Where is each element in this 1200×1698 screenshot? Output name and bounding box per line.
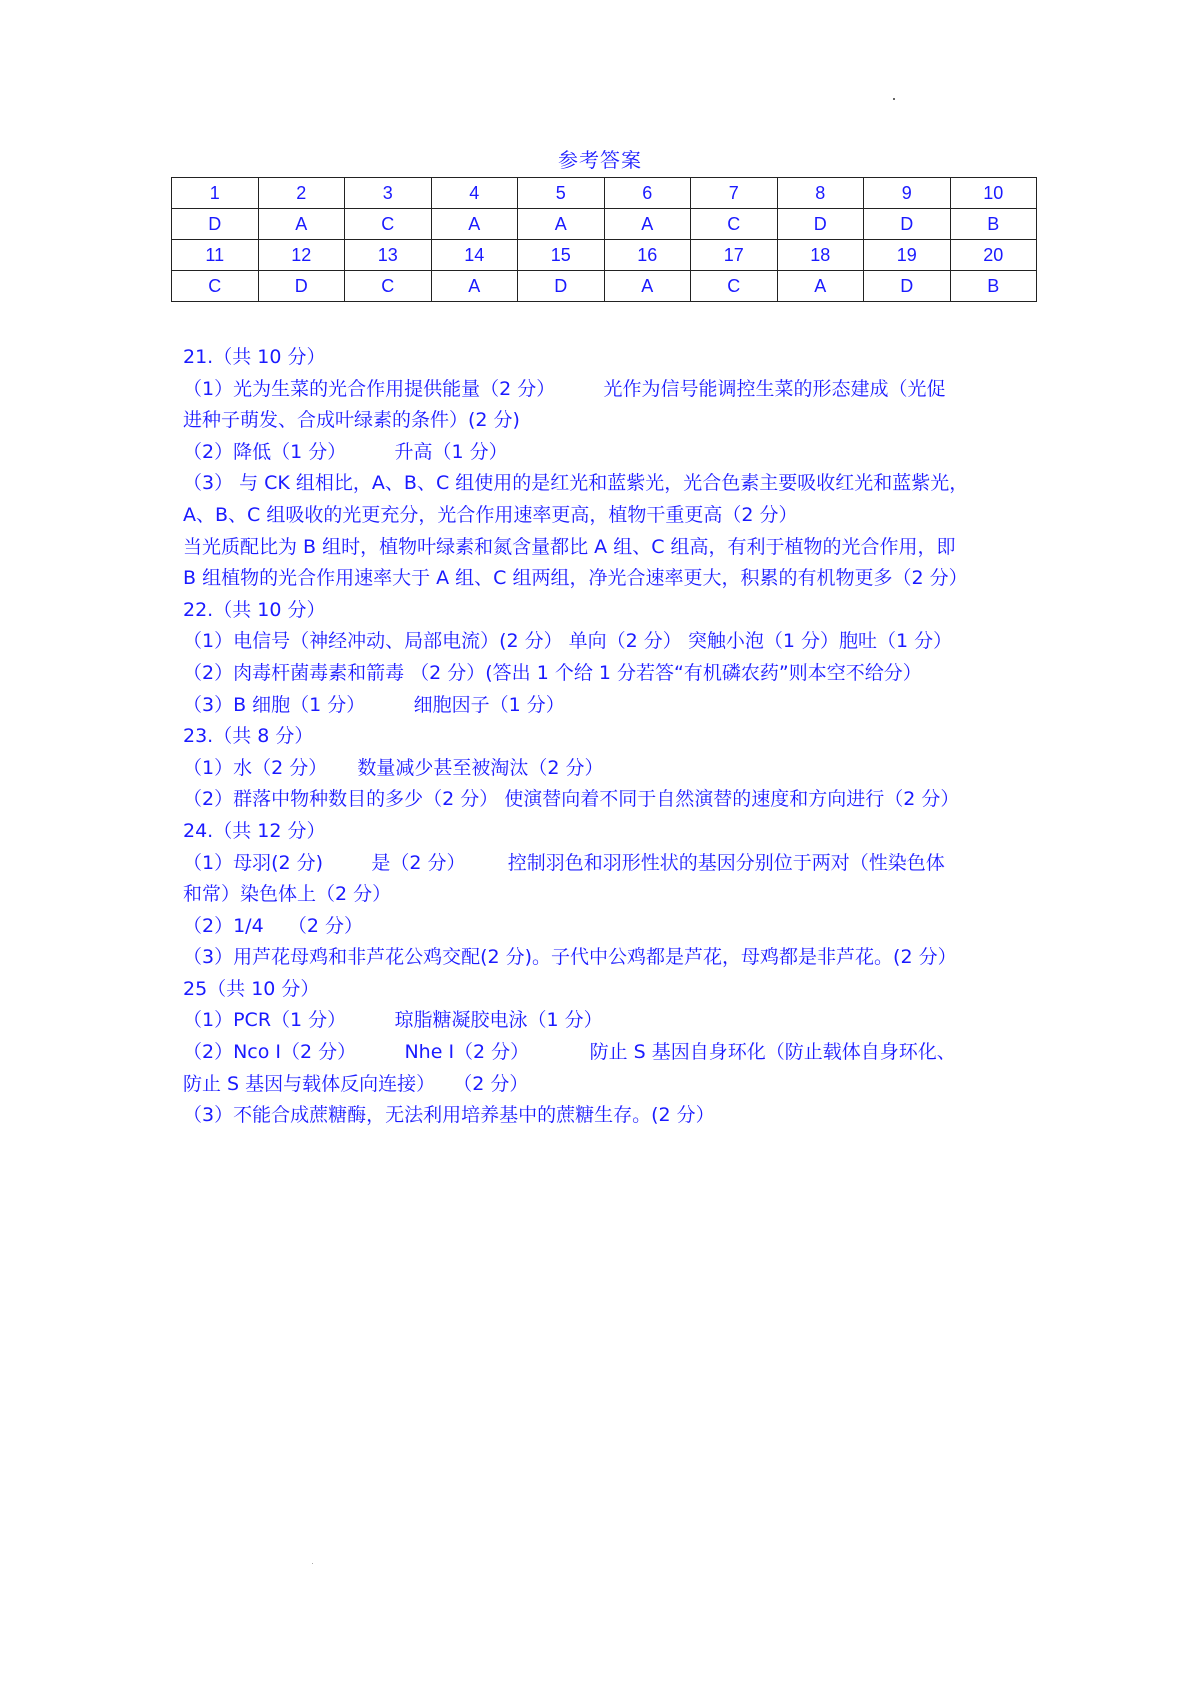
answer-cell: A [604, 271, 691, 302]
question-number-cell: 17 [691, 240, 778, 271]
question-number-cell: 6 [604, 178, 691, 209]
question-number-cell: 15 [518, 240, 605, 271]
question-number-cell: 14 [431, 240, 518, 271]
question-number-cell: 13 [345, 240, 432, 271]
answer-line: （3）用芦花母鸡和非芦花公鸡交配(2 分)。子代中公鸡都是芦花，母鸡都是非芦花。(2 分） [183, 946, 957, 969]
question-number-cell: 9 [864, 178, 951, 209]
answer-cell: A [604, 209, 691, 240]
question-number-cell: 5 [518, 178, 605, 209]
answer-line: （3）B 细胞（1 分） 细胞因子（1 分） [183, 693, 565, 716]
question-number-cell: 11 [172, 240, 259, 271]
answer-line: （1）PCR（1 分） 琼脂糖凝胶电泳（1 分） [183, 1009, 603, 1032]
answer-line: （1）电信号（神经冲动、局部电流）(2 分） 单向（2 分） 突触小泡（1 分）胞吐（1 分） [183, 630, 953, 653]
answer-cell: D [172, 209, 259, 240]
question-number-cell: 12 [258, 240, 345, 271]
answer-line: 25（共 10 分） [183, 977, 320, 1000]
answer-line: （2）肉毒杆菌毒素和箭毒 （2 分）(答出 1 个给 1 分若答“有机磷农药”则本空不给分） [183, 661, 922, 684]
answer-line: B 组植物的光合作用速率大于 A 组、C 组两组，净光合速率更大，积累的有机物更多（2 分） [183, 567, 968, 590]
answer-cell: D [258, 271, 345, 302]
answer-line: （1）水（2 分） 数量减少甚至被淘汰（2 分） [183, 756, 604, 779]
answer-table [171, 177, 1037, 302]
table-row [172, 271, 1037, 302]
scan-dot-mark-bottom [312, 1563, 313, 1564]
answer-cell: A [777, 271, 864, 302]
answer-cell: C [345, 209, 432, 240]
question-number-cell: 1 [172, 178, 259, 209]
answer-line: 防止 S 基因与载体反向连接） （2 分） [183, 1072, 529, 1095]
scan-dot-mark [893, 98, 895, 100]
answer-cell: C [345, 271, 432, 302]
answer-cell: A [518, 209, 605, 240]
answer-cell: C [172, 271, 259, 302]
answer-line: （2）群落中物种数目的多少（2 分） 使演替向着不同于自然演替的速度和方向进行（2 分） [183, 788, 960, 811]
question-number-cell: 7 [691, 178, 778, 209]
answer-cell: D [864, 209, 951, 240]
answer-cell: C [691, 209, 778, 240]
question-number-cell: 2 [258, 178, 345, 209]
page-title: 参考答案 [558, 148, 642, 172]
table-row [172, 209, 1037, 240]
answer-line: （1）光为生菜的光合作用提供能量（2 分） 光作为信号能调控生菜的形态建成（光促 [183, 377, 946, 400]
answer-line: 当光质配比为 B 组时，植物叶绿素和氮含量都比 A 组、C 组高，有利于植物的光合作用，即 [183, 535, 956, 558]
answer-cell: C [691, 271, 778, 302]
answer-line: 进种子萌发、合成叶绿素的条件）(2 分) [183, 409, 520, 432]
answer-cell: D [777, 209, 864, 240]
answer-line: （2）Nco Ⅰ（2 分） Nhe Ⅰ（2 分） 防止 S 基因自身环化（防止载体自身环化、 [183, 1041, 956, 1064]
answer-cell: A [431, 209, 518, 240]
answer-line: 24.（共 12 分） [183, 819, 326, 842]
answer-line: 23.（共 8 分） [183, 725, 314, 748]
question-number-cell: 8 [777, 178, 864, 209]
question-number-cell: 18 [777, 240, 864, 271]
answer-cell: A [431, 271, 518, 302]
answer-cell: B [950, 271, 1037, 302]
answer-line: （1）母羽(2 分) 是（2 分） 控制羽色和羽形性状的基因分别位于两对（性染色体 [183, 851, 945, 874]
question-number-cell: 16 [604, 240, 691, 271]
question-number-cell: 4 [431, 178, 518, 209]
question-number-cell: 3 [345, 178, 432, 209]
answer-line: （3） 与 CK 组相比，A、B、C 组使用的是红光和蓝紫光，光合色素主要吸收红光和蓝紫光， [183, 472, 969, 495]
answer-line: （2）1/4 （2 分） [183, 914, 363, 937]
table-row [172, 240, 1037, 271]
question-number-cell: 10 [950, 178, 1037, 209]
answer-line: A、B、C 组吸收的光更充分，光合作用速率更高，植物干重更高（2 分） [183, 503, 798, 526]
question-number-cell: 19 [864, 240, 951, 271]
answer-line: （3）不能合成蔗糖酶，无法利用培养基中的蔗糖生存。(2 分） [183, 1104, 715, 1127]
table-row [172, 178, 1037, 209]
answer-line: 21.（共 10 分） [183, 346, 326, 368]
answer-line: （2）降低（1 分） 升高（1 分） [183, 440, 508, 463]
answer-explanations [183, 342, 1043, 1132]
answer-cell: D [518, 271, 605, 302]
question-number-cell: 20 [950, 240, 1037, 271]
answer-line: 和常）染色体上（2 分） [183, 883, 392, 906]
answer-cell: A [258, 209, 345, 240]
answer-cell: D [864, 271, 951, 302]
answer-line: 22.（共 10 分） [183, 598, 326, 621]
answer-cell: B [950, 209, 1037, 240]
